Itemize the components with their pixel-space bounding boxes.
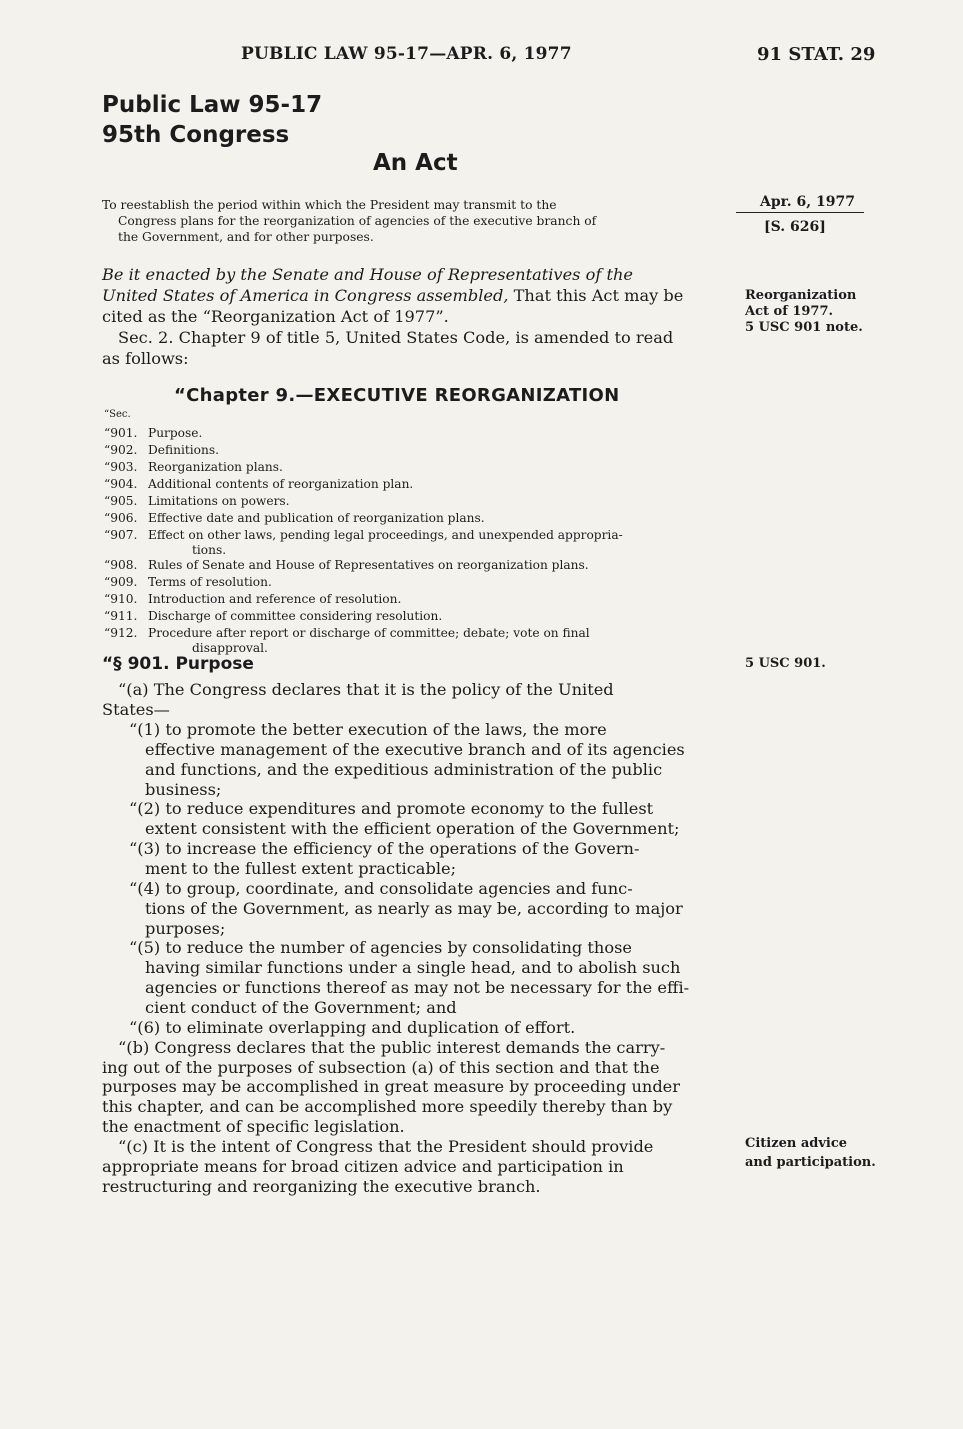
enacting-clause-line: Be it enacted by the Senate and House of Representatives of the <box>102 265 634 284</box>
section-901-line: “(5) to reduce the number of agencies by consolidating those <box>129 938 632 957</box>
section-901-line: “(b) Congress declares that the public interest demands the carry- <box>118 1038 666 1057</box>
law-number: Public Law 95-17 <box>102 92 323 118</box>
sec2-line: Sec. 2. Chapter 9 of title 5, United States Code, is amended to read <box>118 328 674 347</box>
margin-approval-date: Apr. 6, 1977 <box>760 194 855 210</box>
section-901-line: “(c) It is the intent of Congress that the President should provide <box>118 1137 654 1156</box>
section-901-line: “(a) The Congress declares that it is the policy of the United <box>118 680 614 699</box>
toc-number: “904. <box>104 477 138 491</box>
toc-title: Effective date and publication of reorganization plans. <box>148 511 485 525</box>
section-901-line: agencies or functions thereof as may not be necessary for the effi- <box>145 978 690 997</box>
toc-number: “907. <box>104 528 138 542</box>
chapter-heading: “Chapter 9.—EXECUTIVE REORGANIZATION <box>174 385 620 406</box>
toc-title: Introduction and reference of resolution. <box>148 592 402 606</box>
toc-number: “910. <box>104 592 138 606</box>
section-901-line: restructuring and reorganizing the executive branch. <box>102 1177 541 1196</box>
section-901-line: ment to the fullest extent practicable; <box>145 859 457 878</box>
section-901-line: “(1) to promote the better execution of the laws, the more <box>129 720 607 739</box>
section-901-line: business; <box>145 780 222 799</box>
section-901-line: this chapter, and can be accomplished more speedily thereby than by <box>102 1097 673 1116</box>
section-901-line: “(2) to reduce expenditures and promote economy to the fullest <box>129 799 654 818</box>
congress-number: 95th Congress <box>102 122 290 148</box>
purpose-line: the Government, and for other purposes. <box>118 230 374 244</box>
running-head: PUBLIC LAW 95-17—APR. 6, 1977 <box>241 44 572 64</box>
enacting-roman: That this Act may be <box>508 286 684 305</box>
toc-title: Effect on other laws, pending legal proceedings, and unexpended appropria- <box>148 528 623 542</box>
toc-title: Purpose. <box>148 426 203 440</box>
section-901-line: extent consistent with the efficient operation of the Government; <box>145 819 680 838</box>
toc-entry <box>104 558 589 572</box>
toc-entry <box>104 609 442 623</box>
toc-title: Limitations on powers. <box>148 494 290 508</box>
toc-entry <box>104 494 290 508</box>
toc-continuation: disapproval. <box>192 641 268 655</box>
toc-entry <box>104 511 485 525</box>
toc-number: “911. <box>104 609 138 623</box>
section-901-line: having similar functions under a single head, and to abolish such <box>145 958 681 977</box>
section-901-line: purposes may be accomplished in great measure by proceeding under <box>102 1077 680 1096</box>
toc-number: “906. <box>104 511 138 525</box>
toc-sec-label: “Sec. <box>104 409 131 420</box>
an-act-heading: An Act <box>373 150 458 176</box>
page-citation: 91 STAT. 29 <box>757 44 876 65</box>
toc-entry <box>104 528 623 542</box>
toc-entry <box>104 426 202 440</box>
section-901-line: and functions, and the expeditious administration of the public <box>145 760 663 779</box>
toc-number: “909. <box>104 575 138 589</box>
margin-note-citizen-advice: Citizen advice <box>745 1136 848 1151</box>
toc-number: “908. <box>104 558 138 572</box>
toc-number: “903. <box>104 460 138 474</box>
toc-number: “902. <box>104 443 138 457</box>
margin-note-reorganization: Reorganization <box>745 288 857 303</box>
toc-title: Rules of Senate and House of Representatives on reorganization plans. <box>148 558 589 572</box>
margin-bill-number: [S. 626] <box>764 219 826 235</box>
enacting-clause-line <box>102 286 683 305</box>
date-rule-divider <box>736 212 864 213</box>
section-901-line: the enactment of specific legislation. <box>102 1117 405 1136</box>
toc-entry <box>104 477 413 491</box>
section-901-line: ing out of the purposes of subsection (a) of this section and that the <box>102 1058 660 1077</box>
section-901-line: appropriate means for broad citizen advice and participation in <box>102 1157 624 1176</box>
toc-title: Procedure after report or discharge of committee; debate; vote on final <box>148 626 590 640</box>
section-901-line: States— <box>102 700 170 719</box>
toc-number: “905. <box>104 494 138 508</box>
margin-note-usc: 5 USC 901 note. <box>745 320 863 335</box>
enacting-italic: United States of America in Congress assembled, <box>102 286 509 305</box>
toc-number: “912. <box>104 626 138 640</box>
section-901-line: cient conduct of the Government; and <box>145 998 457 1017</box>
margin-note-citizen-advice: and participation. <box>745 1155 876 1170</box>
section-901-line: purposes; <box>145 919 226 938</box>
margin-note-usc-901: 5 USC 901. <box>745 656 826 671</box>
toc-continuation: tions. <box>192 543 227 557</box>
toc-number: “901. <box>104 426 138 440</box>
toc-entry <box>104 626 590 640</box>
section-901-line: effective management of the executive branch and of its agencies <box>145 740 685 759</box>
toc-entry <box>104 443 219 457</box>
section-901-line: “(4) to group, coordinate, and consolidate agencies and func- <box>129 879 633 898</box>
section-901-line: “(3) to increase the efficiency of the operations of the Govern- <box>129 839 640 858</box>
sec2-line: as follows: <box>102 349 189 368</box>
short-title-line: cited as the “Reorganization Act of 1977”. <box>102 307 449 326</box>
toc-title: Terms of resolution. <box>148 575 272 589</box>
purpose-line: Congress plans for the reorganization of agencies of the executive branch of <box>118 214 597 228</box>
toc-entry <box>104 592 401 606</box>
toc-entry <box>104 460 283 474</box>
toc-title: Reorganization plans. <box>148 460 283 474</box>
margin-note-reorganization: Act of 1977. <box>745 304 834 319</box>
toc-title: Definitions. <box>148 443 219 457</box>
section-901-line: tions of the Government, as nearly as may be, according to major <box>145 899 683 918</box>
section-901-heading: “§ 901. Purpose <box>102 654 254 674</box>
toc-title: Discharge of committee considering resolution. <box>148 609 443 623</box>
toc-title: Additional contents of reorganization plan. <box>148 477 414 491</box>
toc-entry <box>104 575 272 589</box>
section-901-line: “(6) to eliminate overlapping and duplication of effort. <box>129 1018 576 1037</box>
purpose-line: To reestablish the period within which the President may transmit to the <box>102 198 557 212</box>
